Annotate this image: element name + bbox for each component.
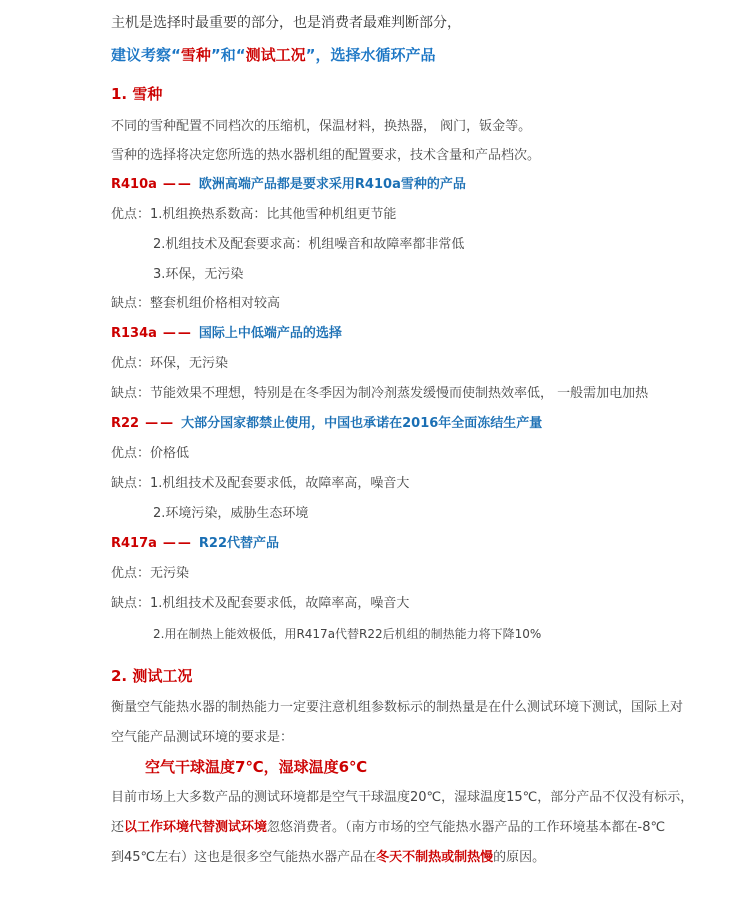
r417a-con-1: 缺点：1.机组技术及配套要求低，故障率高，噪音大: [111, 596, 410, 611]
keyword-test-condition: 测试工况: [245, 46, 306, 64]
r134a-code: R134a: [111, 326, 157, 341]
r417a-dash: ——: [162, 536, 193, 551]
intro-line-2-part: ”，选择水循环产品: [305, 46, 436, 64]
keyword-refrigerant: 雪种: [180, 46, 211, 64]
section-2-para-2-line-3: [111, 849, 545, 867]
r410a-pro-3: 3.环保，无污染: [153, 267, 244, 282]
r22-con-2: 2.环境污染，威胁生态环境: [153, 506, 309, 521]
para-2-highlight: 以工作环境代替测试环境: [124, 820, 268, 835]
r134a-con-1: 缺点：节能效果不理想，特别是在冬季因为制冷剂蒸发缓慢而使制热效率低， 一般需加电加热: [111, 386, 649, 401]
section-2-para-1-line-1: 衡量空气能热水器的制热能力一定要注意机组参数标示的制热量是在什么测试环境下测试，国际上对: [111, 700, 684, 715]
r410a-pro-1: 优点：1.机组换热系数高：比其他雪种机组更节能: [111, 207, 397, 222]
r410a-con-1: 缺点：整套机组价格相对较高: [111, 296, 281, 311]
r417a-con-2: 2.用在制热上能效极低，用R417a代替R22后机组的制热能力将下降10%: [153, 627, 542, 641]
intro-line-2: [111, 46, 435, 64]
intro-line-2-part: 建议考察“: [111, 46, 181, 64]
r22-pro-1: 优点：价格低: [111, 446, 190, 461]
section-1-text-1: 不同的雪种配置不同档次的压缩机，保温材料，换热器， 阀门，钣金等。: [111, 119, 532, 134]
section-2-para-2-line-1: 目前市场上大多数产品的测试环境都是空气干球温度20℃，湿球温度15℃，部分产品不仅没有标示，: [111, 790, 694, 805]
r134a-heading: [111, 325, 342, 343]
r410a-heading: [111, 176, 466, 194]
r22-desc: 大部分国家都禁止使用，中国也承诺在2016年全面冻结生产量: [181, 416, 543, 431]
r410a-dash: ——: [162, 177, 193, 192]
section-1-title: 1. 雪种: [111, 85, 163, 103]
r417a-heading: [111, 535, 279, 553]
para-2-text: 还: [111, 820, 125, 835]
section-2-para-2-line-2: [111, 819, 665, 837]
r410a-desc: 欧洲高端产品都是要求采用R410a雪种的产品: [198, 177, 466, 192]
r410a-code: R410a: [111, 177, 157, 192]
test-condition-highlight: 空气干球温度7℃，湿球温度6℃: [145, 758, 368, 776]
r22-code: R22: [111, 416, 140, 431]
r22-dash: ——: [145, 416, 176, 431]
r417a-pro-1: 优点：无污染: [111, 566, 190, 581]
section-2-para-1-line-2: 空气能产品测试环境的要求是：: [111, 730, 294, 745]
para-2-text: 到45℃左右）这也是很多空气能热水器产品在: [111, 850, 377, 865]
r134a-pro-1: 优点：环保，无污染: [111, 356, 229, 371]
r22-heading: [111, 415, 542, 433]
para-2-text: 的原因。: [493, 850, 546, 865]
para-2-highlight: 冬天不制热或制热慢: [376, 850, 494, 865]
intro-line-2-part: ”和“: [210, 46, 246, 64]
section-1-text-2: 雪种的选择将决定您所选的热水器机组的配置要求，技术含量和产品档次。: [111, 148, 541, 163]
r134a-dash: ——: [162, 326, 193, 341]
intro-line-1: 主机是选择时最重要的部分，也是消费者最难判断部分，: [111, 15, 461, 31]
section-2-title: 2. 测试工况: [111, 667, 193, 685]
r410a-pro-2: 2.机组技术及配套要求高：机组噪音和故障率都非常低: [153, 237, 465, 252]
para-2-text: 忽悠消费者。（南方市场的空气能热水器产品的工作环境基本都在-8℃: [267, 820, 666, 835]
r417a-desc: R22代替产品: [198, 536, 280, 551]
r417a-code: R417a: [111, 536, 157, 551]
r134a-desc: 国际上中低端产品的选择: [198, 326, 342, 341]
r22-con-1: 缺点：1.机组技术及配套要求低，故障率高，噪音大: [111, 476, 410, 491]
